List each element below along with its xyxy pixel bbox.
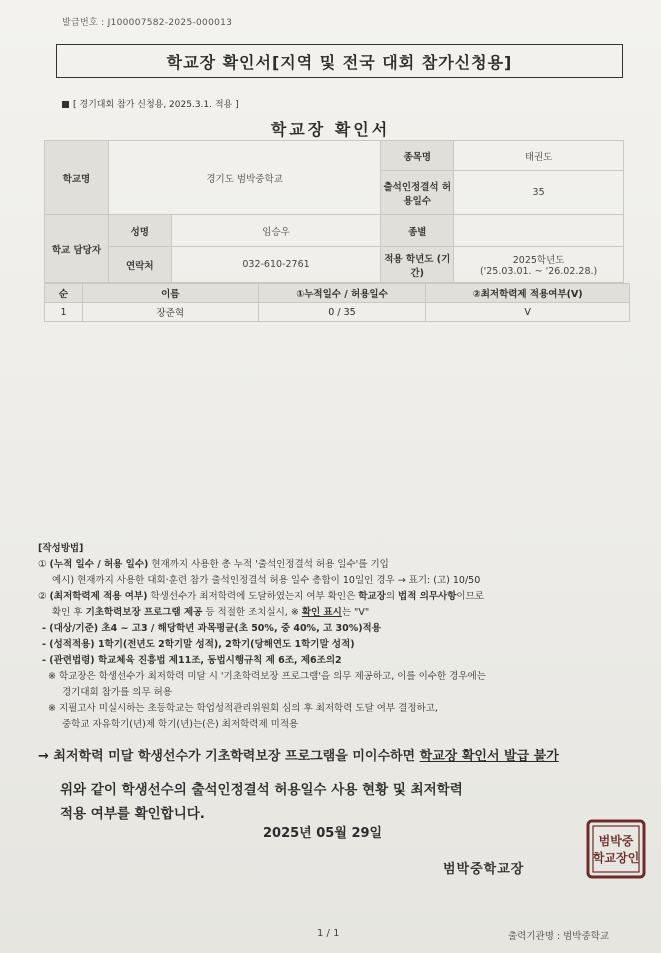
allowed-days-label: 출석인정결석 허용일수 [381, 171, 454, 215]
official-seal-icon [585, 818, 647, 880]
svg-text:학교장인: 학교장인 [592, 851, 640, 865]
col-header-no: 순 [45, 284, 83, 303]
item-title: (누적 일수 / 허용 일수) [49, 559, 149, 570]
year-value-line-2: ('25.03.01. ~ '26.02.28.) [479, 266, 598, 277]
col-header-min-score: ②최저학력제 적용여부(V) [426, 284, 630, 303]
item-emphasis: 기초학력보장 프로그램 제공 [85, 607, 203, 618]
row-days: 0 / 35 [258, 303, 426, 322]
item-text: 등 적절한 조치실시, ※ [202, 607, 302, 618]
confirmation-line-1: 위와 같이 학생선수의 출석인정결석 허용일수 사용 현황 및 최저학력 [60, 782, 463, 798]
item-title: (최저학력제 적용 여부) [49, 591, 148, 602]
item-text: 이므로 [456, 591, 484, 602]
warning-emphasis: 학교장 확인서 발급 불가 [419, 749, 559, 764]
subheading [62, 97, 239, 110]
svg-text:범박중: 범박중 [598, 834, 634, 848]
instruction-line: ※ 학교장은 학생선수가 최저학력 미달 시 '기초학력보장 프로그램'을 의무 제공하고, 이를 이수한 경우에는 [48, 671, 486, 682]
item-emphasis: 법적 의무사항 [398, 591, 457, 602]
confirmation-statement [60, 778, 463, 826]
page-number: 1 / 1 [317, 928, 340, 939]
warning-text: → 최저학력 미달 학생선수가 기초학력보장 프로그램을 미이수하면 [38, 749, 420, 764]
row-min-score: V [426, 303, 630, 322]
school-value: 경기도 범박중학교 [108, 141, 380, 215]
contact-value: 032-610-2761 [171, 247, 381, 283]
col-header-days: ①누적일수 / 허용일수 [258, 284, 426, 303]
item-text: 학생선수가 최저학력에 도달하였는지 여부 확인은 [147, 591, 359, 602]
confirmation-line-2: 적용 여부를 확인합니다. [60, 806, 205, 822]
row-no: 1 [45, 303, 83, 322]
table-header-row [45, 284, 630, 303]
subheading-text: [ 경기대회 참가 신청용, 2025.3.1. 적용 ] [73, 100, 239, 110]
issuer-info: 출력기관명 : 범박중학교 [508, 931, 610, 942]
issue-number: 발급번호 : J100007582-2025-000013 [62, 18, 233, 28]
instruction-line: 중학교 자유학기(년)제 학기(년)는(은) 최저학력제 미적용 [62, 719, 299, 730]
gender-value [454, 215, 624, 247]
year-label: 적용 학년도 (기간) [381, 247, 454, 283]
instruction-line: - (성적적용) 1학기(전년도 2학기말 성적), 2학기(당해연도 1학기말 성적) [42, 639, 355, 650]
item-text: 의 [385, 591, 399, 602]
instruction-line [38, 605, 648, 621]
warning-line [38, 745, 648, 764]
instructions [38, 541, 648, 733]
square-bullet-icon [62, 101, 69, 108]
col-header-name: 이름 [82, 284, 258, 303]
year-value-line-1: 2025학년도 [512, 255, 565, 266]
allowed-days-value: 35 [454, 171, 624, 215]
instruction-line: 예시) 현재까지 사용한 대회·훈련 참가 출석인정결석 허용 일수 총합이 10일인 경우 → 표기: (고) 10/50 [52, 575, 481, 586]
document-title: 학교장 확인서 [270, 120, 391, 139]
item-text: 확인 후 [52, 607, 86, 618]
item-text: 현재까지 사용한 총 누적 '출석인정결석 허용 일수'를 기입 [148, 559, 389, 570]
contact-label: 연락처 [108, 247, 171, 283]
year-value [454, 247, 624, 283]
event-label: 종목명 [381, 141, 454, 171]
item-number: ② [38, 591, 50, 602]
event-value: 태권도 [454, 141, 624, 171]
item-text: 는 "V" [341, 607, 370, 618]
student-list-table [44, 283, 630, 322]
item-emphasis: 학교장 [358, 591, 386, 602]
instruction-line: - (관련법령) 학교체육 진흥법 제11조, 동법시행규칙 제 6조, 제6조의2 [42, 655, 342, 666]
issue-date: 2025년 05월 29일 [263, 826, 383, 841]
instruction-line: ※ 지필고사 미실시하는 초등학교는 학업성적관리위원회 심의 후 최저학력 도달 여부 결정하고, [48, 703, 438, 714]
name-label: 성명 [108, 215, 171, 247]
item-emphasis: 확인 표시 [301, 607, 342, 618]
table-row [45, 303, 630, 322]
name-value: 임승우 [171, 215, 381, 247]
row-name: 장준혁 [82, 303, 258, 322]
item-number: ① [38, 559, 50, 570]
instructions-heading: [작성방법] [38, 543, 84, 554]
manager-label: 학교 담당자 [45, 215, 109, 283]
instruction-line: - (대상/기준) 초4 ~ 고3 / 해당학년 과목평균(초 50%, 중 40%, 고 30%)적용 [42, 623, 381, 634]
instruction-line [38, 557, 648, 573]
document-header-title: 학교장 확인서[지역 및 전국 대회 참가신청용] [56, 44, 623, 78]
school-label: 학교명 [45, 141, 109, 215]
instruction-line [38, 589, 648, 605]
principal-signature: 범박중학교장 [443, 862, 525, 877]
gender-label: 종별 [381, 215, 454, 247]
info-table [44, 140, 624, 283]
instruction-line: 경기대회 참가를 의무 허용 [62, 687, 173, 698]
